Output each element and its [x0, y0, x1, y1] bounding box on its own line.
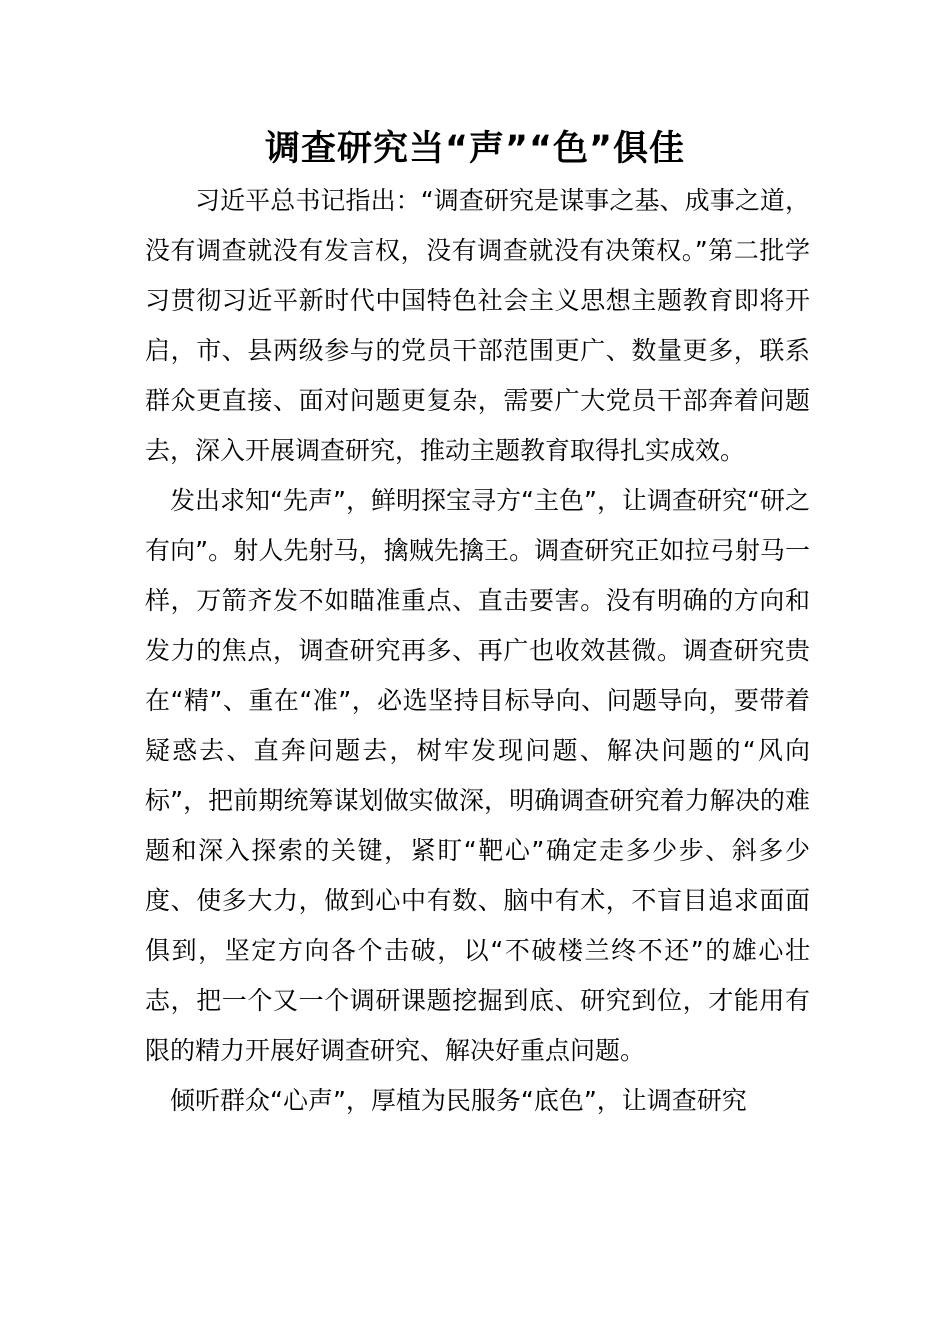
document-body [145, 176, 810, 1126]
paragraph-direction: 发出求知“先声”，鲜明探宝寻方“主色”，让调查研究“研之有向”。射人先射马，擒贼先擒王。调查研究正如拉弓射马一样，万箭齐发不如瞄准重点、直击要害。没有明确的方向和发力的焦点，调查研究再多、再广也收效甚微。调查研究贵在“精”、重在“准”，必选坚持目标导向、问题导向，要带着疑惑去、直奔问题去，树牢发现问题、解决问题的“风向标”，把前期统筹谋划做实做深，明确调查研究着力解决的难题和深入探索的关键，紧盯“靶心”确定走多少步、斜多少度、使多大力，做到心中有数、脑中有术，不盲目追求面面俱到，坚定方向各个击破，以“不破楼兰终不还”的雄心壮志，把一个又一个调研课题挖掘到底、研究到位，才能用有限的精力开展好调查研究、解决好重点问题。 [145, 486, 810, 1065]
document-title: 调查研究当“声”“色”俱佳 [264, 129, 685, 169]
paragraph-intro: 习近平总书记指出：“调查研究是谋事之基、成事之道，没有调查就没有发言权，没有调查就没有决策权。”第二批学习贯彻习近平新时代中国特色社会主义思想主题教育即将开启，市、县两级参与的党员干部范围更广、数量更多，联系群众更直接、面对问题更复杂，需要广大党员干部奔着问题去，深入开展调查研究，推动主题教育取得扎实成效。 [145, 186, 810, 465]
paragraph-listen: 倾听群众“心声”，厚植为民服务“底色”，让调查研究 [170, 1086, 747, 1115]
